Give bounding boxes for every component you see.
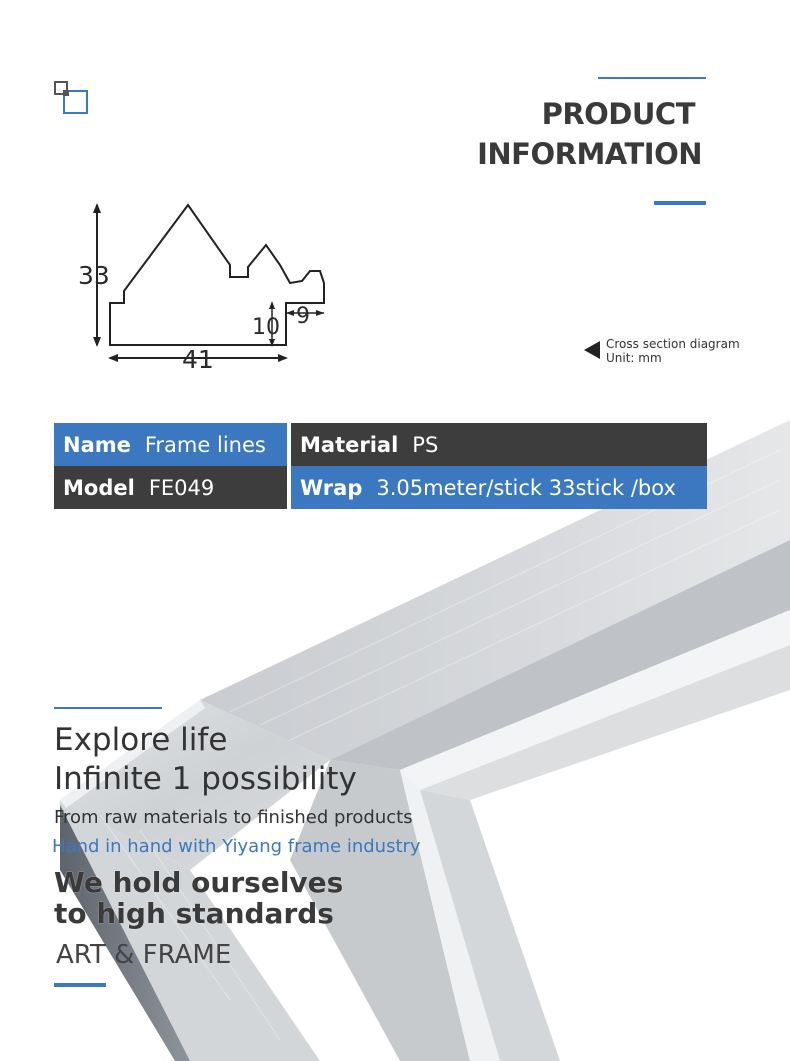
slogan-brand: ART & FRAME	[56, 940, 232, 970]
slogan-line2: Infinite 1 possibility	[54, 761, 357, 797]
spec-material-value: PS	[412, 432, 439, 457]
logo-square-inner	[63, 90, 69, 96]
diagram-caption-unit: Unit: mm	[606, 351, 662, 365]
caption-arrow-icon	[584, 341, 600, 359]
slogan-line3: From raw materials to finished products	[54, 807, 413, 828]
spec-wrap-key: Wrap	[300, 475, 363, 500]
slogan-bottom-rule	[54, 983, 106, 987]
spec-model-key: Model	[63, 475, 135, 500]
slogan-line5: We hold ourselves	[54, 866, 344, 899]
spec-wrap-cell	[291, 466, 707, 509]
spec-model-value: FE049	[148, 475, 215, 500]
spec-name-cell	[54, 423, 287, 466]
header-top-rule	[598, 77, 706, 79]
spec-material-key: Material	[300, 432, 399, 457]
profile-outline	[110, 205, 324, 345]
dim-inner-width-label: 9	[296, 304, 310, 329]
page-title-line1: PRODUCT	[541, 97, 695, 131]
page-title-line2: INFORMATION	[477, 137, 702, 171]
spec-material-cell	[291, 423, 707, 466]
spec-name-key: Name	[63, 432, 131, 457]
dim-width-label: 41	[182, 345, 214, 374]
slogan-line4: Hand in hand with Yiyang frame industry	[52, 836, 421, 857]
slogan-line1: Explore life	[54, 722, 228, 758]
spec-name-value: Frame lines	[144, 432, 266, 457]
cross-section-diagram	[70, 195, 340, 375]
dim-height-label: 33	[78, 261, 110, 290]
spec-model-cell	[54, 466, 287, 509]
diagram-caption-title: Cross section diagram	[606, 337, 740, 351]
slogan-line6: to high standards	[54, 897, 334, 930]
slogan-top-rule	[54, 707, 162, 709]
spec-wrap-value: 3.05meter/stick 33stick /box	[376, 475, 676, 500]
header-bottom-rule	[654, 201, 706, 205]
dim-inner-height-label: 10	[252, 315, 280, 340]
